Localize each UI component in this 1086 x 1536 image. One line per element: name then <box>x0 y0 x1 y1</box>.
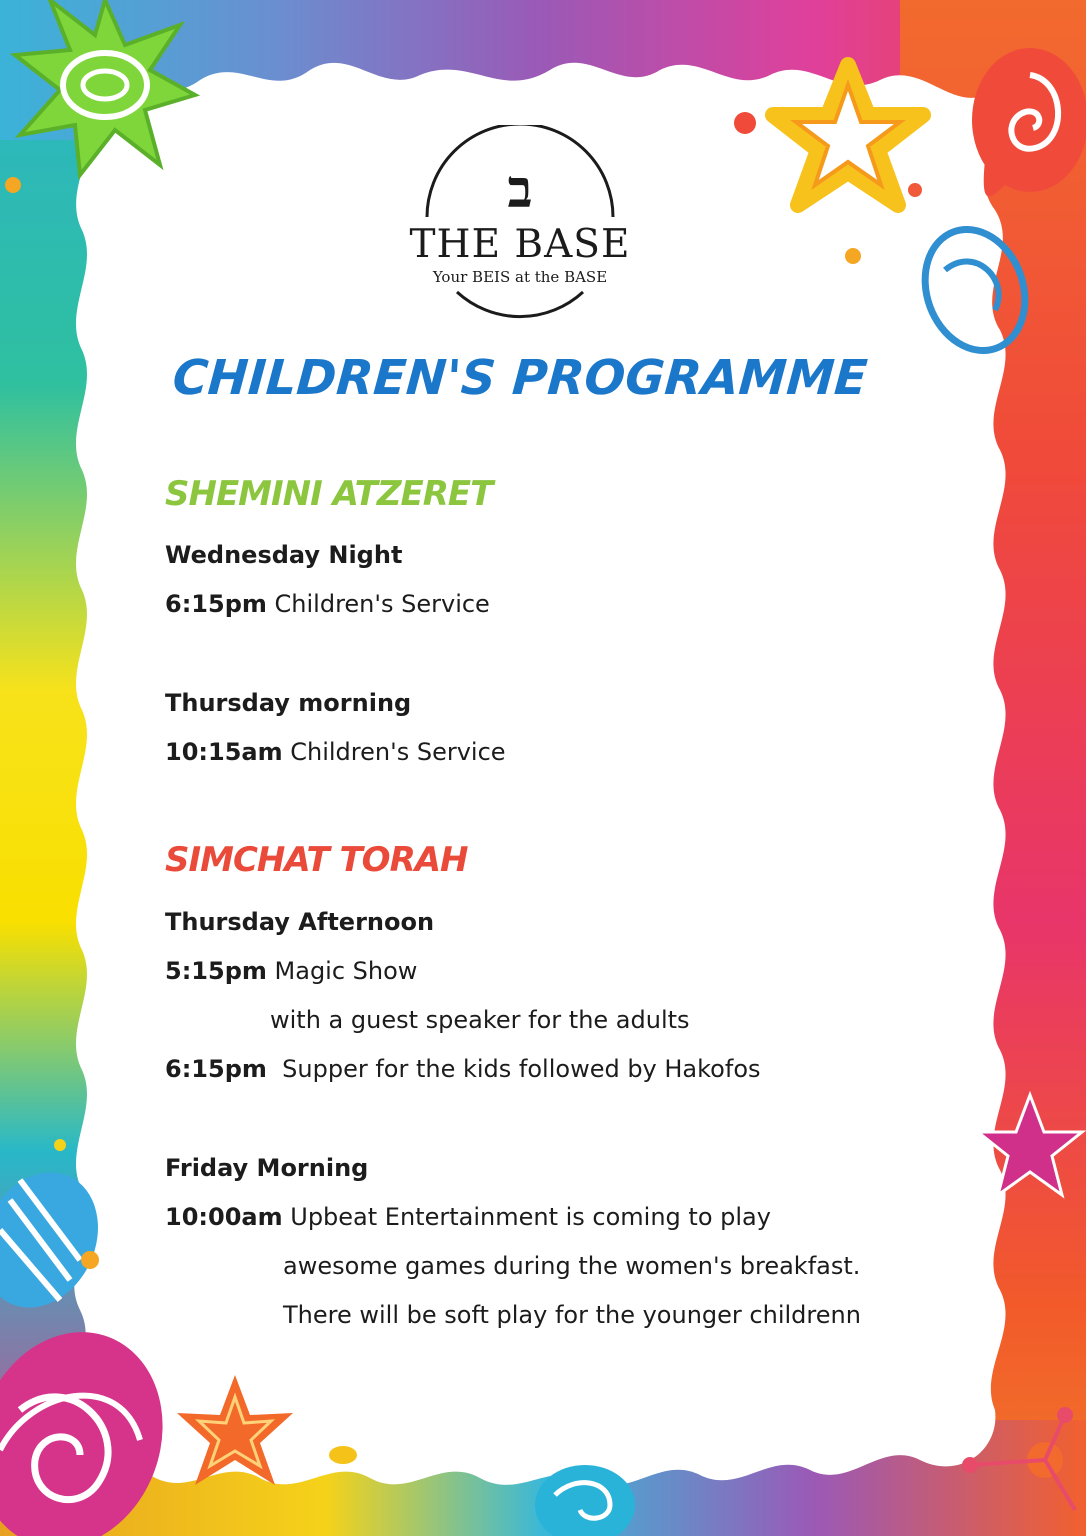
section-heading-simchat-torah: SIMCHAT TORAH <box>165 840 468 880</box>
entry-continuation: with a guest speaker for the adults <box>270 1006 690 1034</box>
the-base-logo <box>405 125 635 320</box>
day-thursday-afternoon: Thursday Afternoon <box>165 908 435 936</box>
page-title: CHILDREN'S PROGRAMME <box>170 350 870 406</box>
entry-text: Children's Service <box>290 738 506 766</box>
schedule-entry <box>165 957 417 985</box>
schedule-entry <box>165 1055 761 1083</box>
entry-time: 10:15am <box>165 738 283 766</box>
entry-text: Children's Service <box>274 590 490 618</box>
entry-text: Supper for the kids followed by Hakofos <box>282 1055 761 1083</box>
schedule-entry <box>165 590 490 618</box>
entry-time: 5:15pm <box>165 957 267 985</box>
day-friday-morning: Friday Morning <box>165 1154 369 1182</box>
logo-letter: ב <box>507 159 533 220</box>
entry-text: Magic Show <box>274 957 418 985</box>
entry-continuation: awesome games during the women's breakfast. <box>283 1252 861 1280</box>
logo-tagline: Your BEIS at the BASE <box>432 268 608 286</box>
entry-time: 6:15pm <box>165 590 267 618</box>
day-thursday-morning: Thursday morning <box>165 689 412 717</box>
entry-continuation: There will be soft play for the younger childrenn <box>283 1301 861 1329</box>
section-heading-shemini-atzeret: SHEMINI ATZERET <box>165 474 493 514</box>
schedule-entry <box>165 1203 771 1231</box>
entry-time: 6:15pm <box>165 1055 267 1083</box>
entry-text: Upbeat Entertainment is coming to play <box>290 1203 771 1231</box>
logo-name: THE BASE <box>409 222 631 267</box>
entry-time: 10:00am <box>165 1203 283 1231</box>
day-wednesday-night: Wednesday Night <box>165 541 403 569</box>
schedule-entry <box>165 738 506 766</box>
